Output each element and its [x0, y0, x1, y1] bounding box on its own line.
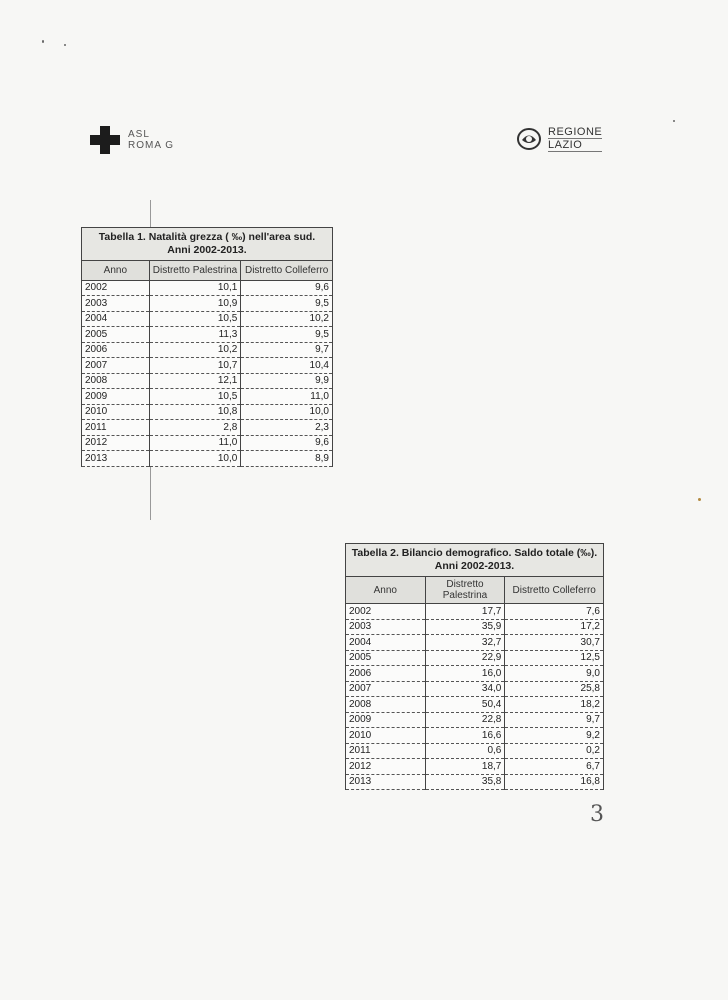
year-cell: 2006 — [346, 666, 426, 682]
palestrina-cell: 10,1 — [149, 280, 241, 296]
table-row — [82, 389, 333, 405]
year-cell: 2009 — [346, 712, 426, 728]
colleferro-cell: 25,8 — [505, 681, 604, 697]
table-row — [346, 712, 604, 728]
table-row — [346, 759, 604, 775]
palestrina-cell: 50,4 — [425, 697, 505, 713]
colleferro-cell: 9,7 — [241, 342, 333, 358]
table-row — [346, 697, 604, 713]
table-row — [346, 681, 604, 697]
palestrina-cell: 32,7 — [425, 635, 505, 651]
palestrina-cell: 10,5 — [149, 389, 241, 405]
colleferro-cell: 12,5 — [505, 650, 604, 666]
year-cell: 2009 — [82, 389, 150, 405]
year-cell: 2008 — [82, 373, 150, 389]
palestrina-cell: 22,9 — [425, 650, 505, 666]
palestrina-cell: 35,8 — [425, 774, 505, 790]
table-row — [82, 451, 333, 467]
year-cell: 2012 — [346, 759, 426, 775]
regione-lazio-text — [548, 126, 602, 152]
table2-caption: Tabella 2. Bilancio demografico. Saldo totale (‰). Anni 2002-2013. — [346, 544, 604, 577]
table-row — [346, 619, 604, 635]
colleferro-cell: 9,7 — [505, 712, 604, 728]
year-cell: 2002 — [82, 280, 150, 296]
year-cell: 2011 — [82, 420, 150, 436]
palestrina-cell: 34,0 — [425, 681, 505, 697]
table-row — [346, 604, 604, 620]
palestrina-cell: 17,7 — [425, 604, 505, 620]
table-row — [346, 774, 604, 790]
table-row — [82, 420, 333, 436]
colleferro-cell: 30,7 — [505, 635, 604, 651]
year-cell: 2013 — [82, 451, 150, 467]
year-cell: 2011 — [346, 743, 426, 759]
year-cell: 2003 — [82, 296, 150, 312]
table-row — [82, 342, 333, 358]
colleferro-cell: 11,0 — [241, 389, 333, 405]
palestrina-cell: 11,3 — [149, 327, 241, 343]
year-cell: 2005 — [346, 650, 426, 666]
colleferro-cell: 9,9 — [241, 373, 333, 389]
year-cell: 2012 — [82, 435, 150, 451]
colleferro-cell: 17,2 — [505, 619, 604, 635]
table-row — [82, 435, 333, 451]
year-cell: 2004 — [346, 635, 426, 651]
palestrina-cell: 10,8 — [149, 404, 241, 420]
colleferro-cell: 10,0 — [241, 404, 333, 420]
table1-body — [82, 280, 333, 466]
regione-line2: LAZIO — [548, 139, 602, 152]
colleferro-cell: 9,2 — [505, 728, 604, 744]
colleferro-cell: 10,2 — [241, 311, 333, 327]
table2-header-palestrina: Distretto Palestrina — [425, 577, 505, 604]
palestrina-cell: 35,9 — [425, 619, 505, 635]
palestrina-cell: 10,0 — [149, 451, 241, 467]
table2-header-anno: Anno — [346, 577, 426, 604]
table-row — [346, 650, 604, 666]
colleferro-cell: 9,0 — [505, 666, 604, 682]
colleferro-cell: 0,2 — [505, 743, 604, 759]
table-row — [346, 635, 604, 651]
table-row — [82, 296, 333, 312]
palestrina-cell: 2,8 — [149, 420, 241, 436]
asl-line2: ROMA G — [128, 140, 175, 151]
scan-speck — [673, 120, 675, 122]
table-row — [82, 373, 333, 389]
year-cell: 2002 — [346, 604, 426, 620]
table-row — [346, 666, 604, 682]
year-cell: 2008 — [346, 697, 426, 713]
year-cell: 2005 — [82, 327, 150, 343]
table-row — [82, 358, 333, 374]
colleferro-cell: 9,6 — [241, 280, 333, 296]
palestrina-cell: 10,9 — [149, 296, 241, 312]
table1-header-anno: Anno — [82, 261, 150, 281]
colleferro-cell: 7,6 — [505, 604, 604, 620]
palestrina-cell: 10,2 — [149, 342, 241, 358]
colleferro-cell: 18,2 — [505, 697, 604, 713]
year-cell: 2007 — [82, 358, 150, 374]
colleferro-cell: 9,6 — [241, 435, 333, 451]
year-cell: 2013 — [346, 774, 426, 790]
palestrina-cell: 11,0 — [149, 435, 241, 451]
colleferro-cell: 9,5 — [241, 296, 333, 312]
table1-header-palestrina: Distretto Palestrina — [149, 261, 241, 281]
scan-speck — [64, 44, 66, 46]
scan-speck — [42, 40, 44, 43]
table-row — [346, 743, 604, 759]
palestrina-cell: 10,5 — [149, 311, 241, 327]
year-cell: 2007 — [346, 681, 426, 697]
table-row — [82, 404, 333, 420]
palestrina-cell: 12,1 — [149, 373, 241, 389]
table-row — [82, 311, 333, 327]
table-bilancio-demografico — [345, 543, 604, 790]
palestrina-cell: 16,0 — [425, 666, 505, 682]
year-cell: 2010 — [82, 404, 150, 420]
table-row — [82, 327, 333, 343]
regione-lazio-logo — [516, 126, 602, 152]
colleferro-cell: 10,4 — [241, 358, 333, 374]
table2-body — [346, 604, 604, 790]
asl-logo-text — [128, 129, 174, 151]
table1-header-colleferro: Distretto Colleferro — [241, 261, 333, 281]
cross-icon — [90, 126, 120, 154]
scan-speck — [698, 498, 701, 501]
year-cell: 2010 — [346, 728, 426, 744]
palestrina-cell: 10,7 — [149, 358, 241, 374]
table-row — [346, 728, 604, 744]
colleferro-cell: 6,7 — [505, 759, 604, 775]
palestrina-cell: 18,7 — [425, 759, 505, 775]
asl-roma-g-logo — [90, 126, 174, 154]
regione-line1: REGIONE — [548, 126, 603, 138]
year-cell: 2004 — [82, 311, 150, 327]
asl-line1: ASL — [128, 129, 150, 140]
table1-caption: Tabella 1. Natalità grezza ( ‰) nell'area sud. Anni 2002-2013. — [82, 228, 333, 261]
colleferro-cell: 9,5 — [241, 327, 333, 343]
table-row — [82, 280, 333, 296]
palestrina-cell: 0,6 — [425, 743, 505, 759]
table2-header-colleferro: Distretto Colleferro — [505, 577, 604, 604]
year-cell: 2003 — [346, 619, 426, 635]
colleferro-cell: 8,9 — [241, 451, 333, 467]
colleferro-cell: 2,3 — [241, 420, 333, 436]
colleferro-cell: 16,8 — [505, 774, 604, 790]
page-number: 3 — [590, 802, 604, 827]
regione-lazio-emblem-icon — [516, 128, 542, 150]
table-natalita — [81, 227, 333, 467]
year-cell: 2006 — [82, 342, 150, 358]
palestrina-cell: 16,6 — [425, 728, 505, 744]
palestrina-cell: 22,8 — [425, 712, 505, 728]
